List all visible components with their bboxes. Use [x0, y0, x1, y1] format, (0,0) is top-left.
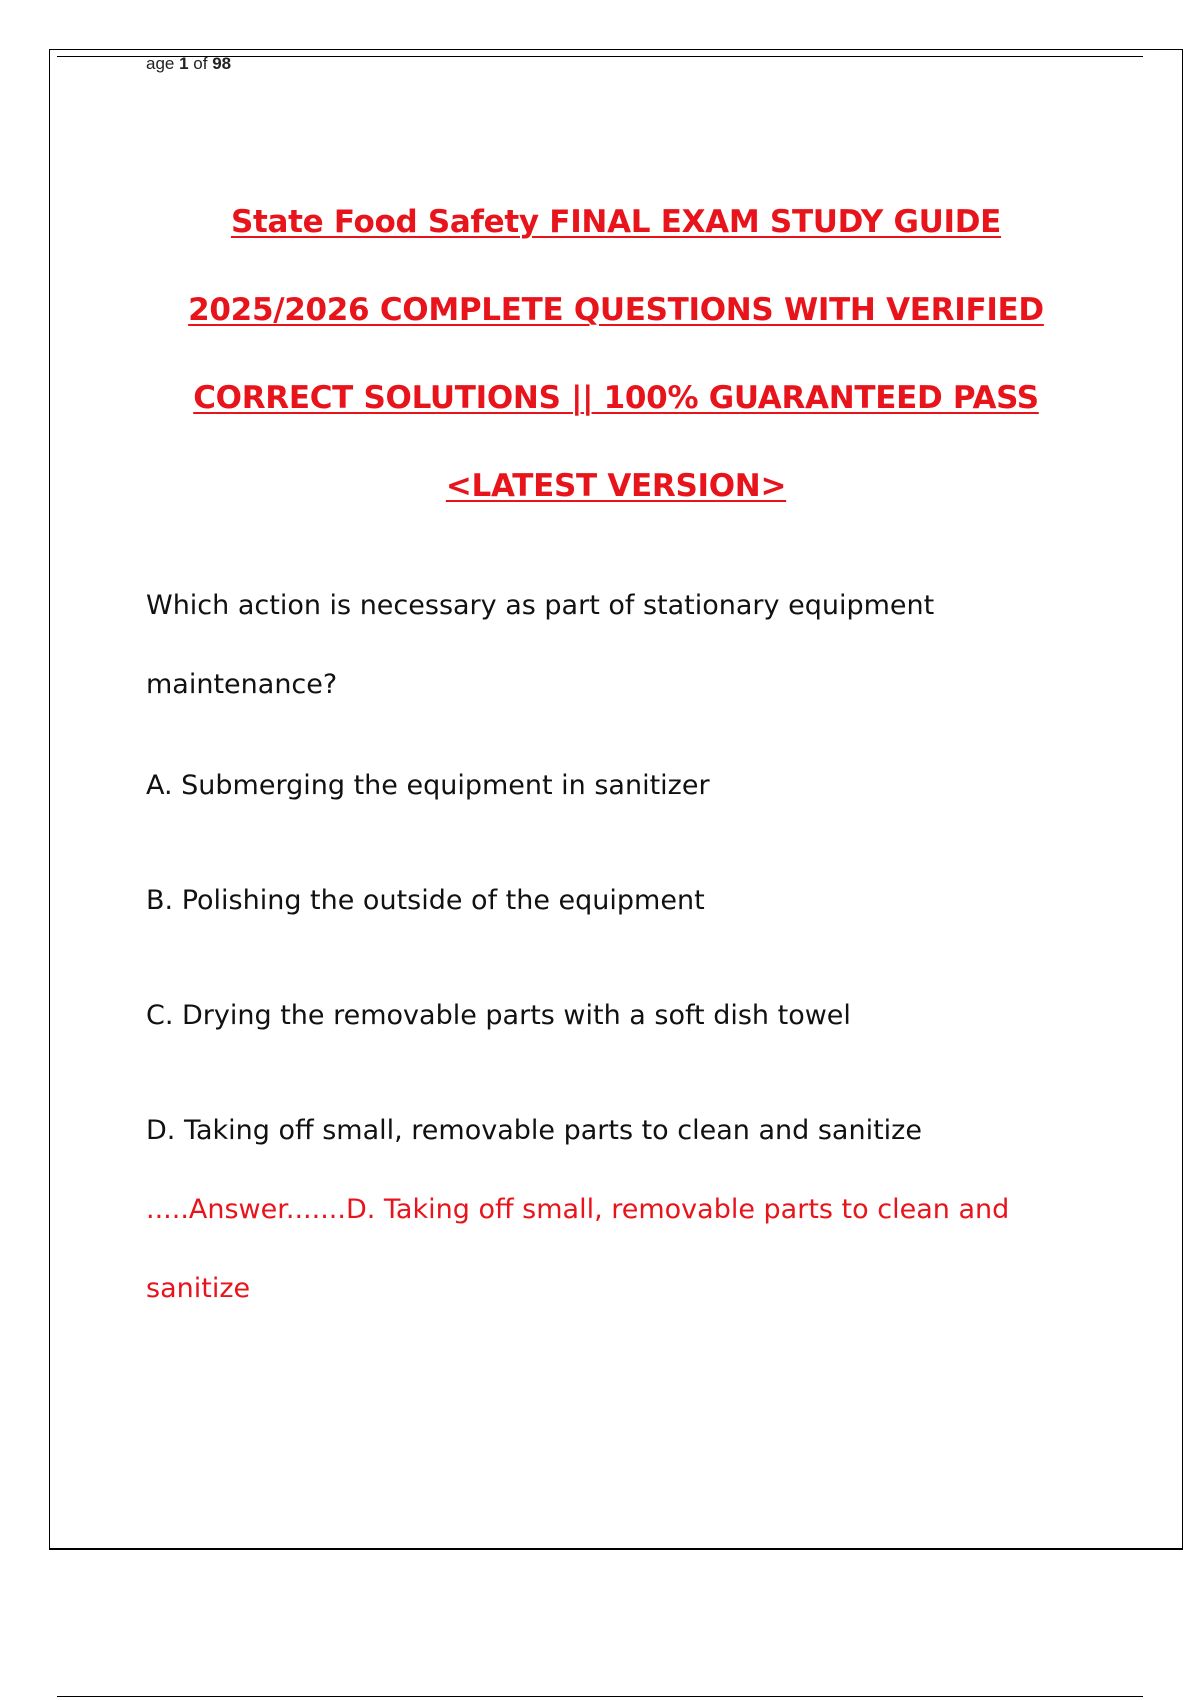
page-counter-separator: of: [188, 54, 213, 73]
page-counter: [146, 54, 231, 74]
page-counter-prefix: age: [146, 54, 180, 73]
page-total-number: 98: [212, 54, 232, 73]
footer-rule: [57, 1696, 1143, 1697]
title-line-2: 2025/2026 COMPLETE QUESTIONS WITH VERIFIED: [188, 292, 1044, 328]
option-c: C. Drying the removable parts with a soft dish towel: [146, 1000, 851, 1031]
title-line-4: <LATEST VERSION>: [445, 468, 787, 504]
option-d: D. Taking off small, removable parts to clean and sanitize: [146, 1115, 922, 1146]
option-b: B. Polishing the outside of the equipment: [146, 885, 705, 916]
answer-text: .....Answer.......D. Taking off small, removable parts to clean and sanitize: [146, 1194, 1010, 1304]
question-text: Which action is necessary as part of stationary equipment maintenance?: [146, 590, 935, 700]
title-line-1: State Food Safety FINAL EXAM STUDY GUIDE: [230, 204, 1002, 240]
title-line-3: CORRECT SOLUTIONS || 100% GUARANTEED PASS: [193, 380, 1039, 416]
option-a: A. Submerging the equipment in sanitizer: [146, 770, 710, 801]
document-title: [49, 178, 1183, 530]
page-current-number: 1: [179, 54, 189, 73]
